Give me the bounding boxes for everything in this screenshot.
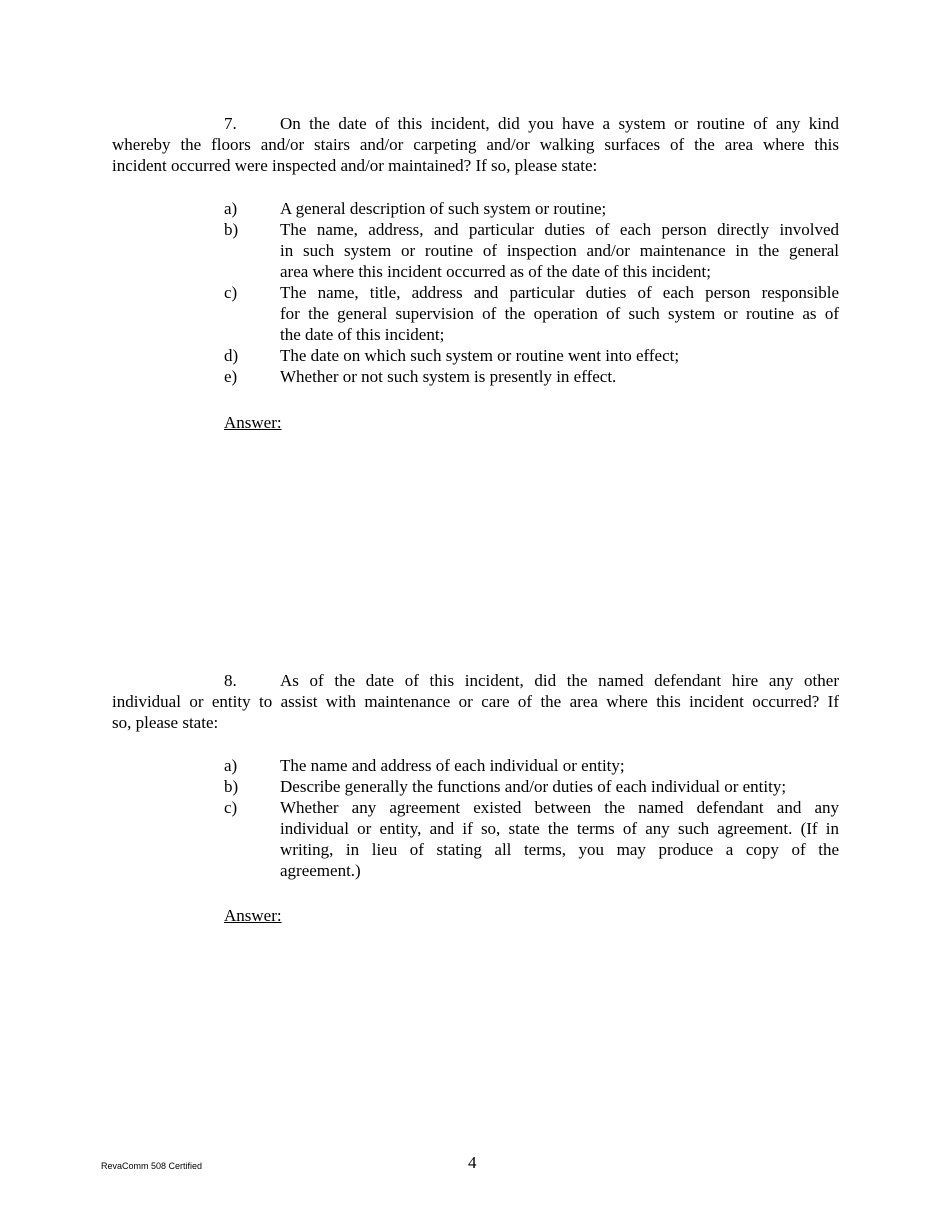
question-7-answer-label: Answer:: [224, 413, 282, 432]
list-item: [224, 345, 839, 366]
list-item: [224, 755, 839, 776]
list-item-letter: b): [224, 220, 239, 239]
list-item-text: A general description of such system or routine;: [280, 199, 607, 218]
list-item-text: in such system or routine of inspection and/or maintenance in the general: [280, 241, 839, 260]
list-item-letter: c): [224, 798, 238, 817]
list-item-text: the date of this incident;: [280, 325, 445, 344]
list-item-letter: b): [224, 777, 239, 796]
list-item: [224, 776, 839, 797]
question-7-line: whereby the floors and/or stairs and/or carpeting and/or walking surfaces of the area where this: [112, 135, 839, 154]
list-item-text: The name, address, and particular duties of each person directly involved: [280, 220, 839, 239]
list-item: [224, 198, 839, 219]
question-7-list: [224, 198, 839, 387]
list-item: [224, 366, 839, 387]
question-8-line: individual or entity to assist with maintenance or care of the area where this incident occurred? If: [112, 692, 839, 711]
list-item-text: Whether or not such system is presently in effect.: [280, 367, 617, 386]
list-item-text: individual or entity, and if so, state the terms of any such agreement. (If in: [280, 819, 839, 838]
list-item-text: writing, in lieu of stating all terms, you may produce a copy of the: [280, 840, 839, 859]
list-item-text: The name, title, address and particular duties of each person responsible: [280, 283, 839, 302]
question-8-line: 8. As of the date of this incident, did the named defendant hire any other: [224, 671, 839, 690]
list-item-text: area where this incident occurred as of the date of this incident;: [280, 262, 711, 281]
question-8-answer-label: Answer:: [224, 906, 282, 925]
list-item-letter: c): [224, 283, 238, 302]
question-7-line: 7. On the date of this incident, did you have a system or routine of any kind: [224, 114, 839, 133]
page-number: 4: [468, 1153, 477, 1172]
certification-footer: RevaComm 508 Certified: [101, 1161, 203, 1171]
list-item-text: agreement.): [280, 861, 361, 880]
question-8-number: 8.: [224, 671, 237, 690]
list-item-text: The date on which such system or routine went into effect;: [280, 346, 680, 365]
list-item-text: The name and address of each individual or entity;: [280, 756, 625, 775]
question-8-paragraph: [112, 670, 839, 733]
list-item: [224, 219, 839, 282]
question-7-number: 7.: [224, 114, 237, 133]
question-8-list: [224, 755, 839, 881]
list-item-letter: e): [224, 367, 238, 386]
list-item-text: Whether any agreement existed between the named defendant and any: [280, 798, 839, 817]
question-7-line: incident occurred were inspected and/or maintained? If so, please state:: [112, 156, 598, 175]
question-7-paragraph: [112, 113, 839, 176]
list-item: [224, 797, 839, 881]
list-item-text: for the general supervision of the operation of such system or routine as of: [280, 304, 839, 323]
list-item: [224, 282, 839, 345]
list-item-letter: d): [224, 346, 239, 365]
question-8-line: so, please state:: [112, 713, 219, 732]
list-item-text: Describe generally the functions and/or duties of each individual or entity;: [280, 777, 787, 796]
list-item-letter: a): [224, 756, 238, 775]
list-item-letter: a): [224, 199, 238, 218]
